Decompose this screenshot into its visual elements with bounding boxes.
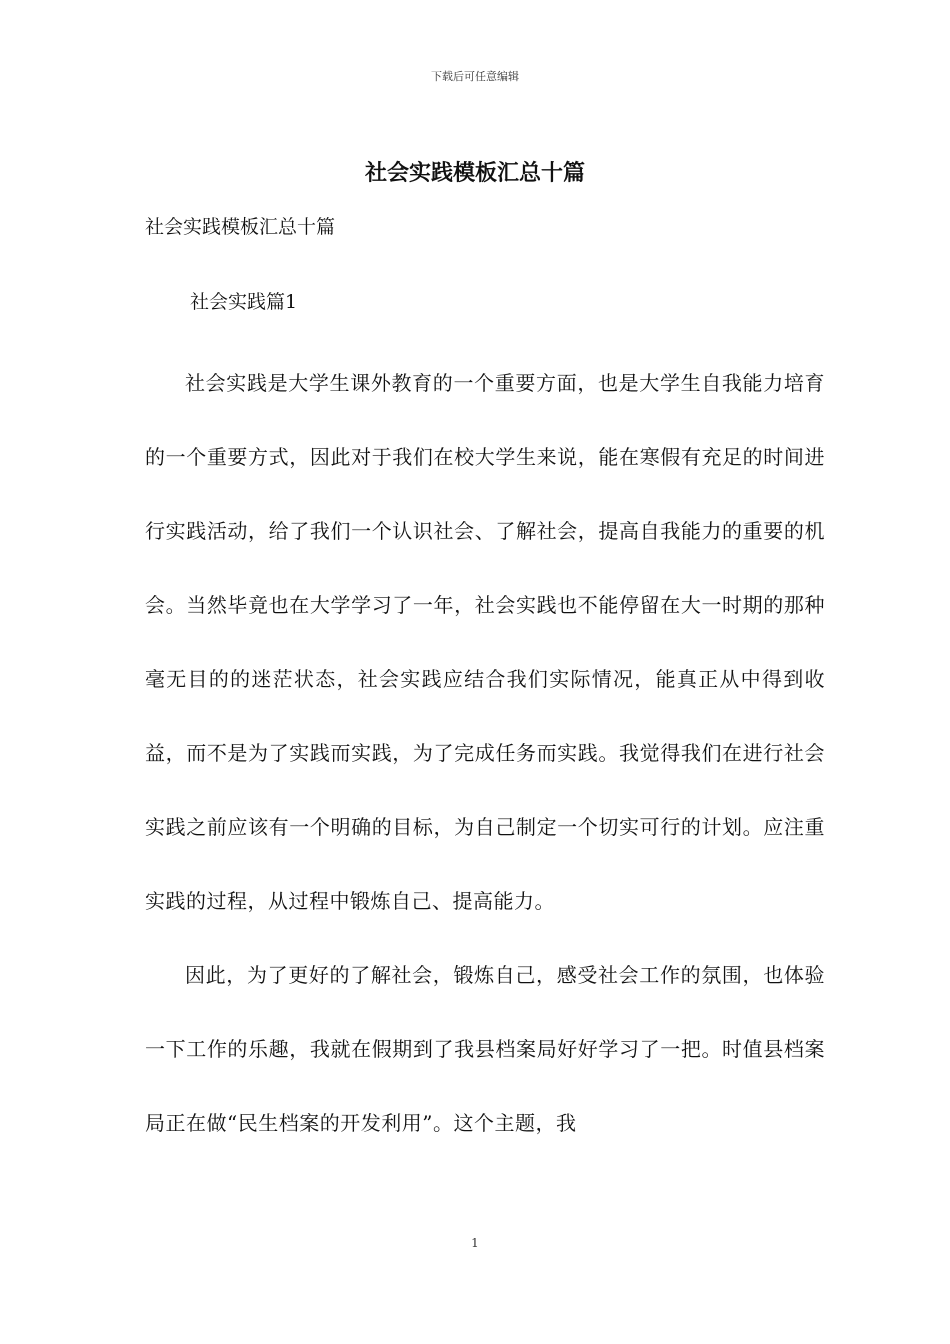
document-title: 社会实践模板汇总十篇 <box>364 160 585 186</box>
header-note: 下载后可任意编辑 <box>431 70 519 83</box>
section-heading: 社会实践篇1 <box>190 291 298 313</box>
document-subtitle: 社会实践模板汇总十篇 <box>145 216 336 238</box>
paragraph: 因此，为了更好的了解社会，锻炼自己，感受社会工作的氛围，也体验一下工作的乐趣，我就在假期到了我县档案局好好学习了一把。时值县档案局正在做“民生档案的开发利用”。这个主题，我 <box>145 963 825 1135</box>
paragraph: 社会实践是大学生课外教育的一个重要方面，也是大学生自我能力培育的一个重要方式，因此对于我们在校大学生来说，能在寒假有充足的时间进行实践活动，给了我们一个认识社会、了解社会，提高自我能力的重要的机会。当然毕竟也在大学学习了一年，社会实践也不能停留在大一时期的那种毫无目的的迷茫状态，社会实践应结合我们实际情况，能真正从中得到收益，而不是为了实践而实践，为了完成任务而实践。我觉得我们在进行社会实践之前应该有一个明确的目标，为自己制定一个切实可行的计划。应注重实践的过程，从过程中锻炼自己、提高能力。 <box>145 371 825 913</box>
page-number: 1 <box>471 1236 479 1250</box>
body-text <box>145 346 825 1160</box>
